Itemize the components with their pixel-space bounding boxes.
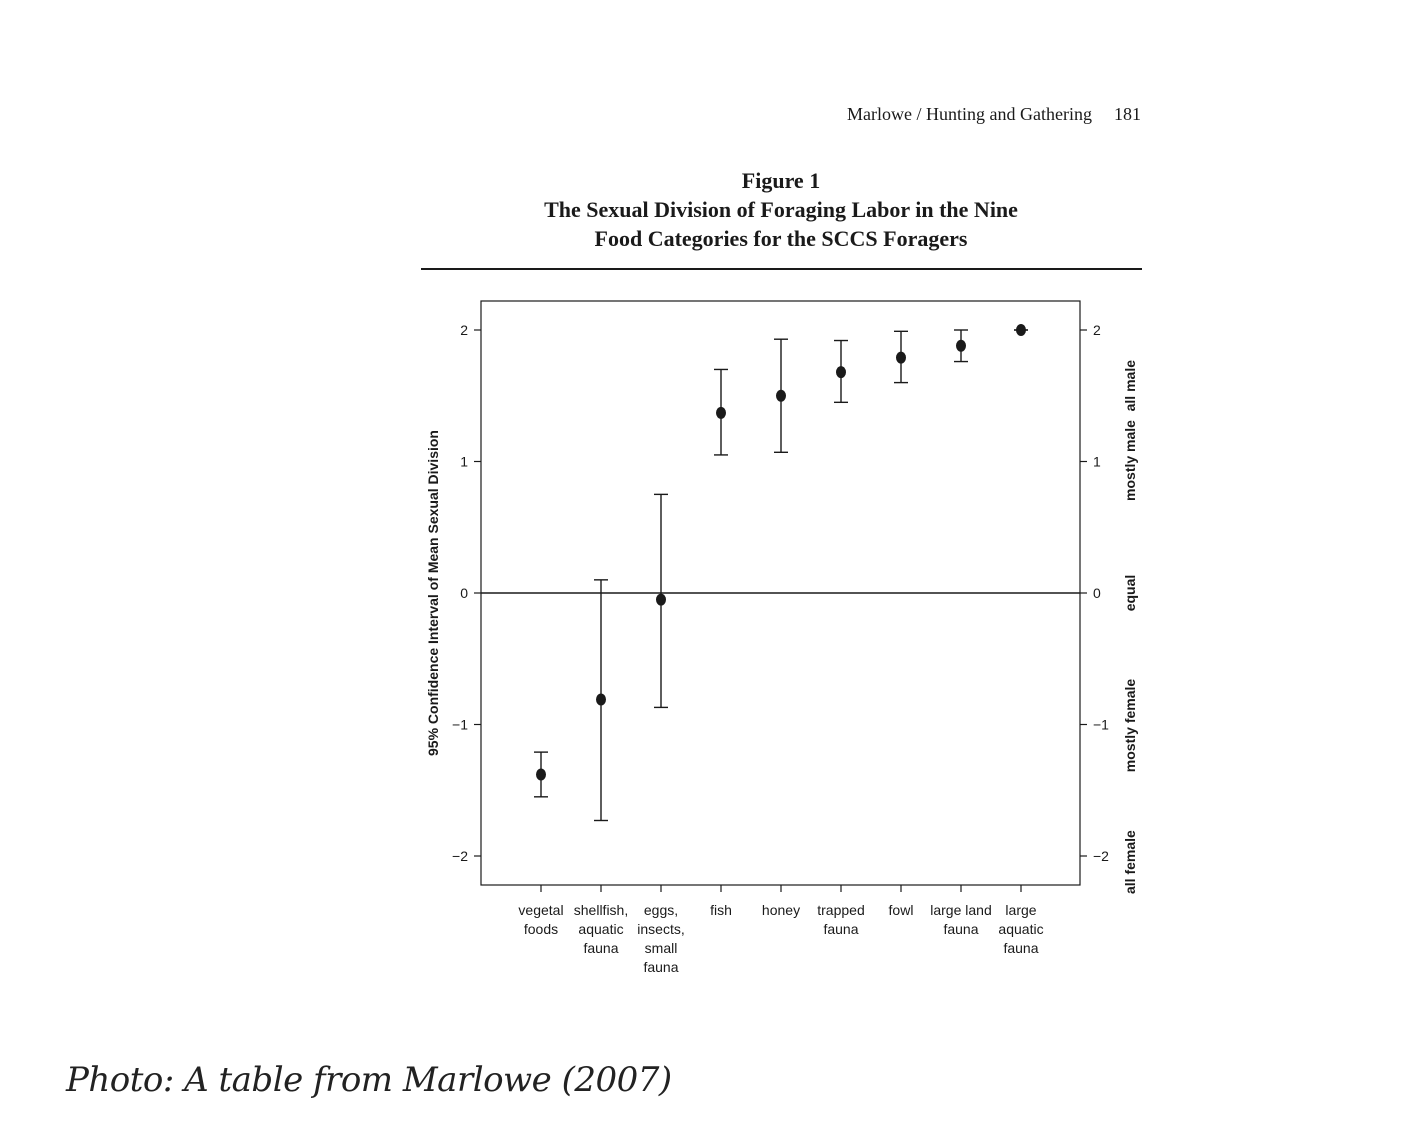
x-tick-label: insects, bbox=[637, 921, 685, 937]
right-axis-category-label: mostly male bbox=[1122, 420, 1138, 501]
x-tick-label: small bbox=[644, 940, 678, 956]
right-axis-category-label: all female bbox=[1122, 830, 1138, 894]
x-tick-label: fauna bbox=[643, 959, 679, 975]
right-y-tick-label: 2 bbox=[1093, 322, 1101, 338]
x-tick-label: large bbox=[1005, 902, 1037, 918]
x-tick-label: fowl bbox=[888, 902, 914, 918]
left-y-tick-label: −1 bbox=[452, 716, 468, 733]
x-tick-label: fauna bbox=[823, 921, 859, 937]
mean-point bbox=[536, 768, 546, 780]
left-y-tick-label: −2 bbox=[452, 848, 468, 864]
left-y-tick-label: 1 bbox=[460, 453, 468, 470]
mean-point bbox=[656, 594, 666, 606]
page-number: 181 bbox=[1114, 104, 1141, 124]
mean-point bbox=[596, 694, 606, 706]
x-tick-label: fauna bbox=[1003, 940, 1039, 956]
x-tick-label: shellfish, bbox=[573, 902, 629, 918]
x-tick-label: fauna bbox=[583, 940, 619, 956]
x-tick-label: fish bbox=[710, 902, 732, 918]
running-title: Marlowe / Hunting and Gathering bbox=[847, 104, 1092, 124]
right-y-tick-label: 1 bbox=[1093, 453, 1101, 470]
x-tick-label: honey bbox=[761, 902, 801, 918]
x-tick-label: vegetal bbox=[518, 902, 564, 918]
mean-point bbox=[776, 390, 786, 402]
x-tick-label: aquatic bbox=[578, 921, 624, 937]
photo-caption: Photo: A table from Marlowe (2007) bbox=[66, 1060, 672, 1100]
mean-point bbox=[896, 352, 906, 364]
right-axis-category-label: mostly female bbox=[1122, 678, 1138, 773]
figure-title-line-1: The Sexual Division of Foraging Labor in the Nine bbox=[544, 197, 1018, 222]
figure-label: Figure 1 bbox=[741, 168, 821, 193]
right-y-tick-label: −2 bbox=[1093, 848, 1109, 864]
right-axis-category-label: equal bbox=[1122, 574, 1138, 612]
left-y-tick-label: 0 bbox=[460, 585, 468, 601]
x-tick-label: foods bbox=[523, 921, 559, 937]
right-y-tick-label: −1 bbox=[1093, 716, 1109, 733]
x-tick-label: aquatic bbox=[998, 921, 1044, 937]
x-tick-label: trapped bbox=[817, 902, 865, 918]
right-y-tick-label: 0 bbox=[1093, 585, 1101, 601]
mean-point bbox=[716, 407, 726, 419]
x-tick-label: eggs, bbox=[643, 902, 679, 918]
right-axis-category-label: all male bbox=[1122, 360, 1138, 412]
mean-point bbox=[836, 366, 846, 378]
left-y-tick-label: 2 bbox=[460, 322, 468, 338]
x-tick-label: large land bbox=[930, 902, 992, 918]
figure-title-line-2: Food Categories for the SCCS Foragers bbox=[594, 226, 968, 251]
mean-point bbox=[956, 340, 966, 352]
x-tick-label: fauna bbox=[943, 921, 979, 937]
mean-point bbox=[1016, 324, 1026, 336]
y-axis-title: 95% Confidence Interval of Mean Sexual Division bbox=[425, 430, 441, 756]
